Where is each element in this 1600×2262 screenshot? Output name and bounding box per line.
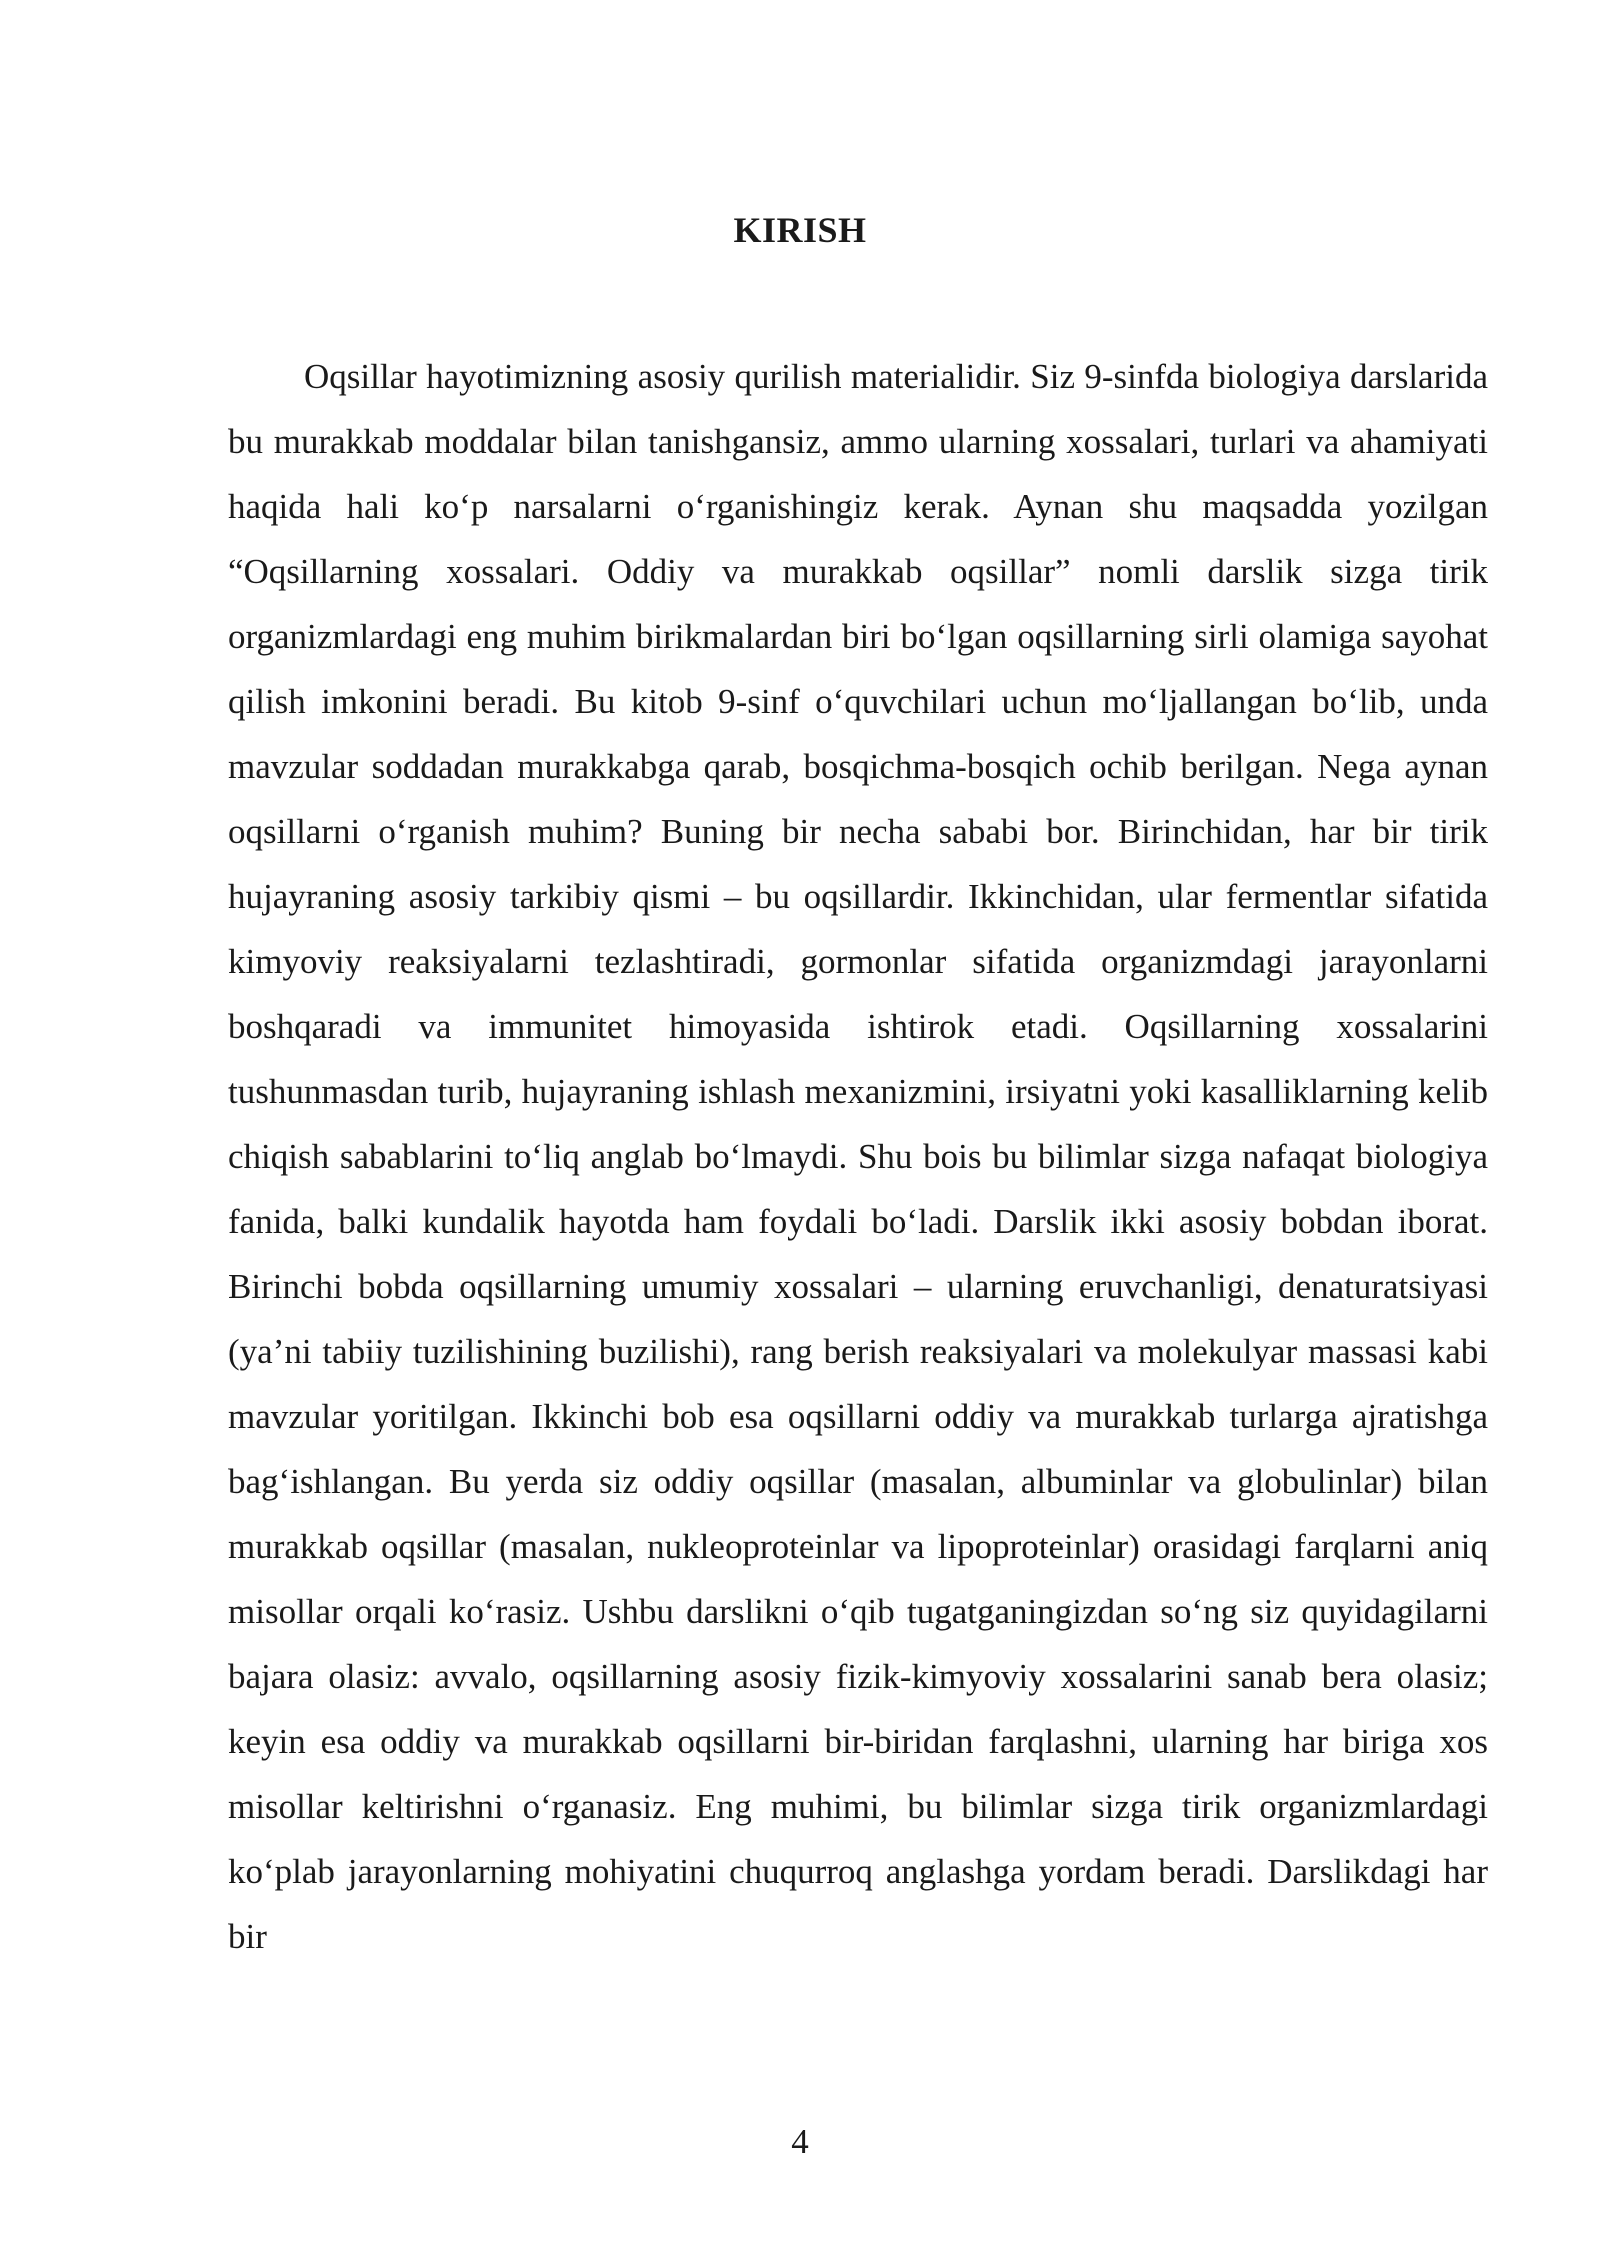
page-number: 4 [791, 2122, 809, 2161]
page-heading: KIRISH [733, 210, 867, 250]
body-paragraph: Oqsillar hayotimizning asosiy qurilish materialidir. Siz 9-sinfda biologiya darslarida bu murakkab moddalar bilan tanishgansiz, ammo ularning xossalari, turlari va ahamiyati haqida hali ko‘p narsalarni o‘rganishingiz kerak. Aynan shu maqsadda yozilgan “Oqsillarning xossalari. Oddiy va murakkab oqsillar” nomli darslik sizga tirik organizmlardagi eng muhim birikmalardan biri bo‘lgan oqsillarning sirli olamiga sayohat qilish imkonini beradi. Bu kitob 9-sinf o‘quvchilari uchun mo‘ljallangan bo‘lib, unda mavzular soddadan murakkabga qarab, bosqichma-bosqich ochib berilgan. Nega aynan oqsillarni o‘rganish muhim? Buning bir necha sababi bor. Birinchidan, har bir tirik hujayraning asosiy tarkibiy qismi – bu oqsillardir. Ikkinchidan, ular fermentlar sifatida kimyoviy reaksiyalarni tezlashtiradi, gormonlar sifatida organizmdagi jarayonlarni boshqaradi va immunitet himoyasida ishtirok etadi. Oqsillarning xossalarini tushunmasdan turib, hujayraning ishlash mexanizmini, irsiyatni yoki kasalliklarning kelib chiqish sabablarini to‘liq anglab bo‘lmaydi. Shu bois bu bilimlar sizga nafaqat biologiya fanida, balki kundalik hayotda ham foydali bo‘ladi. Darslik ikki asosiy bobdan iborat. Birinchi bobda oqsillarning umumiy xossalari – ularning eruvchanligi, denaturatsiyasi (ya’ni tabiiy tuzilishining buzilishi), rang berish reaksiyalari va molekulyar massasi kabi mavzular yoritilgan. Ikkinchi bob esa oqsillarni oddiy va murakkab turlarga ajratishga bag‘ishlangan. Bu yerda siz oddiy oqsillar (masalan, albuminlar va globulinlar) bilan murakkab oqsillar (masalan, nukleoproteinlar va lipoproteinlar) orasidagi farqlarni aniq misollar orqali ko‘rasiz. Ushbu darslikni o‘qib tugatganingizdan so‘ng siz quyidagilarni bajara olasiz: avvalo, oqsillarning asosiy fizik-kimyoviy xossalarini sanab bera olasiz; keyin esa oddiy va murakkab oqsillarni bir-biridan farqlashni, ularning har biriga xos misollar keltirishni o‘rganasiz. Eng muhimi, bu bilimlar sizga tirik organizmlardagi ko‘plab jarayonlarning mohiyatini chuqurroq anglashga yordam beradi. Darslikdagi har bir [228, 357, 1488, 1956]
